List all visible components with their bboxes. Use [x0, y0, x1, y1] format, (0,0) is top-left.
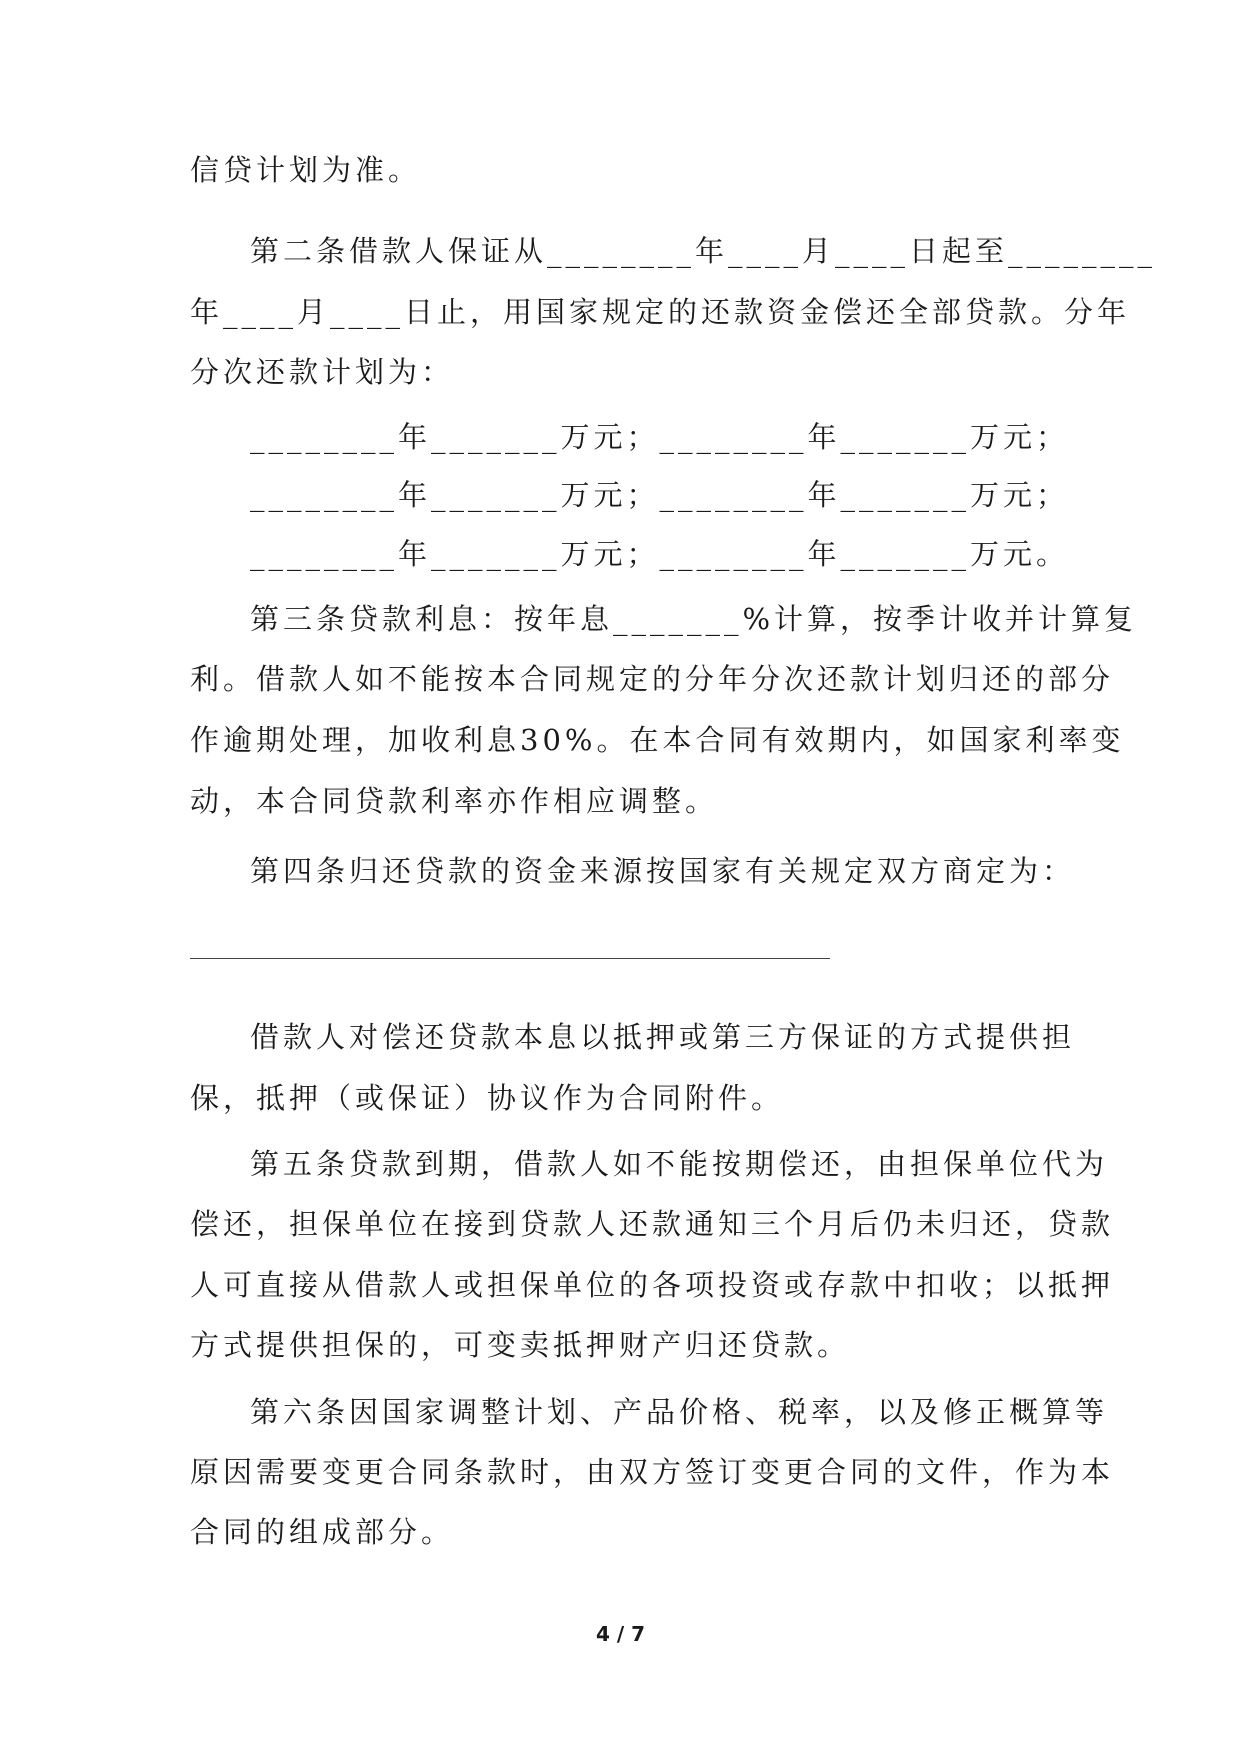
- text-line: 原因需要变更合同条款时，由双方签订变更合同的文件，作为本: [190, 1455, 1115, 1489]
- clause-6-line-1: 第六条因国家调整计划、产品价格、税率，以及修正概算等: [250, 1395, 1109, 1429]
- text-line: 作逾期处理，加收利息30%。在本合同有效期内，如国家利率变: [190, 723, 1125, 757]
- clause-5-line-1: 第五条贷款到期，借款人如不能按期偿还，由担保单位代为: [250, 1147, 1109, 1181]
- repayment-plan-row: ________年_______万元；________年_______万元；: [250, 478, 1070, 512]
- text-line: 分次还款计划为：: [190, 355, 455, 389]
- fill-in-blank-line: [190, 958, 830, 959]
- text-line: 借款人对偿还贷款本息以抵押或第三方保证的方式提供担: [250, 1020, 1076, 1054]
- text-line: 保，抵押（或保证）协议作为合同附件。: [190, 1081, 785, 1115]
- repayment-plan-row: ________年_______万元；________年_______万元；: [250, 420, 1070, 454]
- text-line: 人可直接从借款人或担保单位的各项投资或存款中扣收；以抵押: [190, 1268, 1115, 1302]
- page-number: 4 / 7: [595, 1622, 646, 1646]
- text-line: 年____月____日止，用国家规定的还款资金偿还全部贷款。分年: [190, 295, 1131, 329]
- clause-3-line-1: 第三条贷款利息：按年息_______%计算，按季计收并计算复: [250, 602, 1138, 636]
- text-line: 动，本合同贷款利率亦作相应调整。: [190, 784, 719, 818]
- text-line: 方式提供担保的，可变卖抵押财产归还贷款。: [190, 1328, 851, 1362]
- text-line: 合同的组成部分。: [190, 1515, 455, 1549]
- text-line: 偿还，担保单位在接到贷款人还款通知三个月后仍未归还，贷款: [190, 1207, 1115, 1241]
- clause-2-line-1: 第二条借款人保证从________年____月____日起至________: [250, 234, 1157, 268]
- text-line: 利。借款人如不能按本合同规定的分年分次还款计划归还的部分: [190, 662, 1115, 696]
- repayment-plan-row: ________年_______万元；________年_______万元。: [250, 537, 1070, 571]
- clause-4-line-1: 第四条归还贷款的资金来源按国家有关规定双方商定为：: [250, 854, 1076, 888]
- text-line: 信贷计划为准。: [190, 153, 422, 187]
